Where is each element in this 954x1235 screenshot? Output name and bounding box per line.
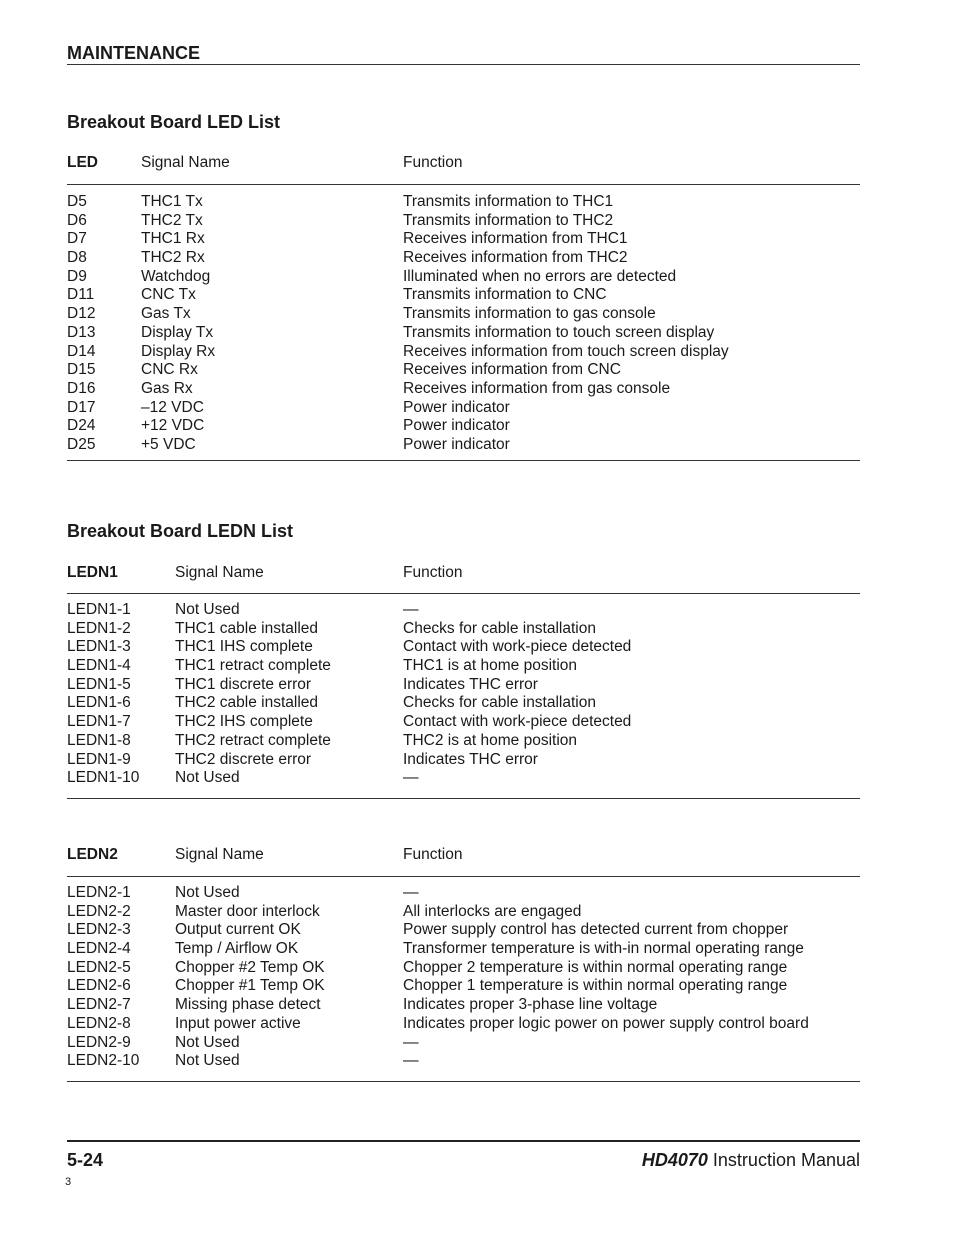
cell-id: LEDN1-4: [67, 657, 131, 675]
cell-signal-name: THC2 cable installed: [175, 694, 319, 712]
cell-signal-name: THC1 Rx: [141, 230, 205, 248]
col-function: Function: [403, 564, 463, 581]
cell-signal-name: Not Used: [175, 769, 240, 787]
cell-id: D16: [67, 379, 96, 397]
table-row: [67, 884, 860, 903]
table-row: [67, 436, 860, 455]
table-body: [67, 884, 860, 1071]
cell-signal-name: Not Used: [175, 601, 240, 618]
table-rule: [67, 184, 860, 185]
cell-function: All interlocks are engaged: [403, 902, 582, 920]
cell-signal-name: THC2 IHS complete: [175, 713, 313, 731]
cell-id: LEDN2-6: [67, 977, 131, 995]
cell-id: D14: [67, 342, 96, 360]
cell-signal-name: Input power active: [175, 1014, 301, 1032]
cell-id: D8: [67, 249, 87, 267]
cell-signal-name: Gas Rx: [141, 379, 193, 397]
table-row: [67, 694, 860, 713]
cell-signal-name: THC1 IHS complete: [175, 638, 313, 656]
cell-id: LEDN2-5: [67, 958, 131, 976]
table-row: [67, 1015, 860, 1034]
cell-id: D11: [67, 286, 95, 304]
ledn1-table: [67, 564, 860, 799]
cell-function: Indicates proper 3-phase line voltage: [403, 996, 658, 1014]
table-header: [67, 154, 860, 174]
table-row: [67, 959, 860, 978]
table-row: [67, 903, 860, 922]
cell-id: LEDN1-2: [67, 619, 131, 637]
table-row: [67, 1052, 860, 1071]
cell-function: Indicates proper logic power on power supply control board: [403, 1014, 809, 1032]
cell-function: Receives information from THC2: [403, 249, 628, 267]
cell-function: —: [403, 1052, 419, 1070]
cell-function: Chopper 2 temperature is within normal operating range: [403, 958, 788, 976]
cell-signal-name: CNC Rx: [141, 361, 198, 379]
cell-id: LEDN1-6: [67, 694, 131, 712]
manual-name: Instruction Manual: [707, 1150, 860, 1170]
cell-function: Contact with work-piece detected: [403, 713, 632, 731]
header-divider: [67, 64, 860, 65]
cell-signal-name: +5 VDC: [141, 435, 196, 453]
col-ledn1: LEDN1: [67, 564, 118, 581]
section-header: MAINTENANCE: [67, 43, 200, 63]
cell-function: Receives information from CNC: [403, 361, 621, 379]
cell-function: Chopper 1 temperature is within normal operating range: [403, 977, 788, 995]
cell-signal-name: Not Used: [175, 1052, 240, 1070]
cell-signal-name: THC2 Tx: [141, 211, 203, 229]
cell-function: THC1 is at home position: [403, 657, 578, 675]
cell-function: —: [403, 1033, 419, 1051]
manual-model: HD4070: [641, 1150, 708, 1170]
cell-signal-name: Not Used: [175, 1033, 240, 1051]
table-row: [67, 249, 860, 268]
cell-id: LEDN1-5: [67, 675, 131, 693]
table-rule: [67, 876, 860, 877]
table-row: [67, 380, 860, 399]
cell-function: Receives information from touch screen display: [403, 342, 729, 360]
cell-function: —: [403, 601, 419, 618]
cell-function: Transmits information to gas console: [403, 305, 656, 323]
cell-id: LEDN2-10: [67, 1052, 140, 1070]
table-rule: [67, 593, 860, 594]
table-row: [67, 361, 860, 380]
cell-id: LEDN1-10: [67, 769, 140, 787]
table-row: [67, 657, 860, 676]
cell-function: Power indicator: [403, 398, 510, 416]
table-row: [67, 996, 860, 1015]
table-row: [67, 601, 860, 620]
table-row: [67, 676, 860, 695]
table-row: [67, 1034, 860, 1053]
page-mark: 3: [65, 1176, 72, 1188]
cell-function: —: [403, 884, 419, 901]
cell-signal-name: THC1 retract complete: [175, 657, 331, 675]
table-row: [67, 638, 860, 657]
table-rule: [67, 1081, 860, 1082]
cell-function: Transformer temperature is with-in normal operating range: [403, 940, 804, 958]
cell-id: D7: [67, 230, 87, 248]
cell-id: LEDN1-7: [67, 713, 131, 731]
cell-id: LEDN1-9: [67, 750, 131, 768]
cell-id: D13: [67, 323, 96, 341]
cell-signal-name: Chopper #1 Temp OK: [175, 977, 325, 995]
table-row: [67, 940, 860, 959]
cell-signal-name: Not Used: [175, 884, 240, 901]
cell-id: D24: [67, 417, 96, 435]
page-number: 5-24: [67, 1150, 104, 1170]
cell-signal-name: CNC Tx: [141, 286, 196, 304]
cell-id: D5: [67, 193, 87, 210]
cell-function: Transmits information to CNC: [403, 286, 607, 304]
table-rule: [67, 460, 860, 461]
table-row: [67, 399, 860, 418]
cell-function: Transmits information to THC2: [403, 211, 614, 229]
cell-function: Power supply control has detected current from chopper: [403, 921, 789, 939]
cell-id: LEDN1-3: [67, 638, 131, 656]
table-row: [67, 921, 860, 940]
cell-id: D15: [67, 361, 96, 379]
col-function: Function: [403, 154, 463, 171]
cell-function: Checks for cable installation: [403, 619, 596, 637]
cell-id: LEDN2-2: [67, 902, 131, 920]
cell-signal-name: Missing phase detect: [175, 996, 321, 1014]
cell-id: LEDN1-8: [67, 731, 131, 749]
ledn-section-title: Breakout Board LEDN List: [67, 521, 294, 541]
table-row: [67, 324, 860, 343]
table-row: [67, 193, 860, 212]
cell-signal-name: Master door interlock: [175, 902, 320, 920]
table-row: [67, 769, 860, 788]
table-row: [67, 977, 860, 996]
table-row: [67, 417, 860, 436]
table-header: [67, 846, 860, 866]
cell-signal-name: +12 VDC: [141, 417, 205, 435]
cell-id: LEDN2-9: [67, 1033, 131, 1051]
table-row: [67, 286, 860, 305]
cell-function: Illuminated when no errors are detected: [403, 267, 677, 285]
table-row: [67, 751, 860, 770]
cell-function: Power indicator: [403, 417, 510, 435]
table-row: [67, 268, 860, 287]
cell-id: LEDN1-1: [67, 601, 131, 618]
cell-function: Checks for cable installation: [403, 694, 596, 712]
cell-id: D6: [67, 211, 87, 229]
col-signal-name: Signal Name: [141, 154, 230, 171]
table-row: [67, 343, 860, 362]
cell-id: LEDN2-8: [67, 1014, 131, 1032]
col-function: Function: [403, 846, 463, 863]
cell-function: THC2 is at home position: [403, 731, 578, 749]
cell-signal-name: Display Rx: [141, 342, 216, 360]
cell-id: LEDN2-3: [67, 921, 131, 939]
cell-signal-name: THC2 discrete error: [175, 750, 312, 768]
table-row: [67, 732, 860, 751]
cell-function: Indicates THC error: [403, 750, 538, 768]
cell-id: D17: [67, 398, 96, 416]
cell-id: LEDN2-4: [67, 940, 131, 958]
cell-id: D9: [67, 267, 87, 285]
col-ledn2: LEDN2: [67, 846, 118, 863]
cell-signal-name: THC1 discrete error: [175, 675, 312, 693]
led-table: [67, 154, 860, 461]
cell-function: Receives information from THC1: [403, 230, 628, 248]
cell-signal-name: THC2 Rx: [141, 249, 205, 267]
cell-signal-name: Gas Tx: [141, 305, 191, 323]
cell-id: LEDN2-1: [67, 884, 131, 901]
table-row: [67, 713, 860, 732]
footer-divider: [67, 1140, 860, 1142]
table-body: [67, 193, 860, 455]
cell-id: D25: [67, 435, 96, 453]
table-row: [67, 620, 860, 639]
cell-function: Receives information from gas console: [403, 379, 671, 397]
cell-id: D12: [67, 305, 96, 323]
table-row: [67, 212, 860, 231]
cell-signal-name: Temp / Airflow OK: [175, 940, 299, 958]
cell-signal-name: Display Tx: [141, 323, 214, 341]
cell-function: Transmits information to THC1: [403, 193, 614, 210]
cell-signal-name: THC1 Tx: [141, 193, 203, 210]
table-body: [67, 601, 860, 788]
table-rule: [67, 798, 860, 799]
table-row: [67, 305, 860, 324]
cell-function: —: [403, 769, 419, 787]
cell-function: Indicates THC error: [403, 675, 538, 693]
cell-signal-name: –12 VDC: [141, 398, 204, 416]
cell-id: LEDN2-7: [67, 996, 131, 1014]
cell-signal-name: THC2 retract complete: [175, 731, 331, 749]
table-row: [67, 230, 860, 249]
col-signal-name: Signal Name: [175, 846, 264, 863]
cell-signal-name: Chopper #2 Temp OK: [175, 958, 325, 976]
col-signal-name: Signal Name: [175, 564, 264, 581]
cell-signal-name: Output current OK: [175, 921, 301, 939]
manual-title: [642, 1150, 860, 1171]
cell-function: Power indicator: [403, 435, 510, 453]
col-led: LED: [67, 154, 98, 171]
ledn2-table: [67, 846, 860, 1082]
cell-function: Contact with work-piece detected: [403, 638, 632, 656]
led-table-title: Breakout Board LED List: [67, 112, 281, 132]
cell-signal-name: Watchdog: [141, 267, 211, 285]
table-header: [67, 564, 860, 584]
cell-signal-name: THC1 cable installed: [175, 619, 319, 637]
cell-function: Transmits information to touch screen display: [403, 323, 715, 341]
